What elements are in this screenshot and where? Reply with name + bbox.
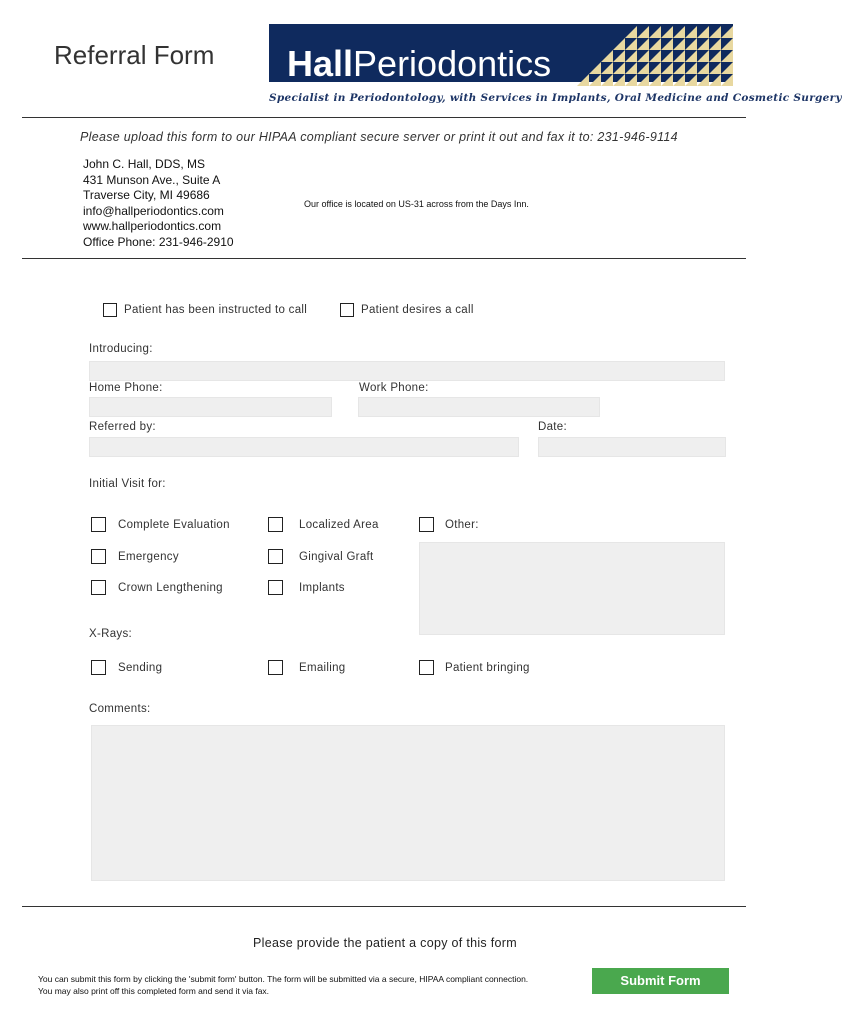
localized-area-checkbox[interactable] <box>268 517 283 532</box>
xray-emailing-label: Emailing <box>299 662 346 674</box>
referred-by-input[interactable] <box>89 437 519 457</box>
desires-call-label: Patient desires a call <box>361 304 474 316</box>
website: www.hallperiodontics.com <box>83 219 222 233</box>
implants-checkbox[interactable] <box>268 580 283 595</box>
divider <box>22 258 746 259</box>
instructed-to-call-label: Patient has been instructed to call <box>124 304 308 316</box>
work-phone-label: Work Phone: <box>359 382 429 394</box>
logo-bold-text: Hall <box>287 43 354 84</box>
home-phone-input[interactable] <box>89 397 332 417</box>
xrays-label: X-Rays: <box>89 628 132 640</box>
email-address: info@hallperiodontics.com <box>83 203 224 218</box>
doctor-name: John C. Hall, DDS, MS <box>83 157 206 171</box>
date-input[interactable] <box>538 437 726 457</box>
initial-visit-label: Initial Visit for: <box>89 478 166 490</box>
gingival-graft-label: Gingival Graft <box>299 551 374 563</box>
complete-evaluation-label: Complete Evaluation <box>118 519 230 531</box>
logo-light-text: Periodontics <box>353 43 552 84</box>
complete-evaluation-checkbox[interactable] <box>91 517 106 532</box>
submission-footnote: You can submit this form by clicking the 'submit form' button. The form will be submitted via a secure, HIPAA compliant connection. You may also print off this completed form and send it via fax. <box>38 974 529 996</box>
divider <box>22 117 746 118</box>
xray-emailing-checkbox[interactable] <box>268 660 283 675</box>
localized-area-label: Localized Area <box>299 519 379 531</box>
gingival-graft-checkbox[interactable] <box>268 549 283 564</box>
emergency-checkbox[interactable] <box>91 549 106 564</box>
copy-note: Please provide the patient a copy of this form <box>253 936 517 950</box>
logo <box>269 24 733 82</box>
referred-by-label: Referred by: <box>89 421 156 433</box>
page-title: Referral Form <box>54 40 215 70</box>
desires-call-checkbox[interactable] <box>340 303 354 317</box>
crown-lengthening-label: Crown Lengthening <box>118 582 223 594</box>
crown-lengthening-checkbox[interactable] <box>91 580 106 595</box>
street-address: 431 Munson Ave., Suite A <box>83 172 221 187</box>
other-label: Other: <box>445 519 479 531</box>
address-block <box>83 157 234 250</box>
xray-patient-bringing-label: Patient bringing <box>445 662 530 674</box>
date-label: Date: <box>538 421 567 433</box>
introducing-input[interactable] <box>89 361 725 381</box>
emergency-label: Emergency <box>118 551 179 563</box>
other-textarea[interactable] <box>419 542 725 635</box>
introducing-label: Introducing: <box>89 343 153 355</box>
logo-tagline: Specialist in Periodontology, with Services in Implants, Oral Medicine and Cosmetic Surgery <box>269 92 842 104</box>
divider <box>22 906 746 907</box>
implants-label: Implants <box>299 582 345 594</box>
xray-sending-checkbox[interactable] <box>91 660 106 675</box>
xray-patient-bringing-checkbox[interactable] <box>419 660 434 675</box>
home-phone-label: Home Phone: <box>89 382 163 394</box>
submit-form-button[interactable]: Submit Form <box>592 968 729 994</box>
city-address: Traverse City, MI 49686 <box>83 188 210 202</box>
office-location-note: Our office is located on US-31 across from the Days Inn. <box>304 199 529 209</box>
upload-notice: Please upload this form to our HIPAA compliant secure server or print it out and fax it to: 231-946-9114 <box>80 130 678 144</box>
instructed-to-call-checkbox[interactable] <box>103 303 117 317</box>
work-phone-input[interactable] <box>358 397 600 417</box>
comments-label: Comments: <box>89 703 151 715</box>
other-checkbox[interactable] <box>419 517 434 532</box>
comments-textarea[interactable] <box>91 725 725 881</box>
logo-text <box>287 43 552 84</box>
office-phone: Office Phone: 231-946-2910 <box>83 234 234 249</box>
xray-sending-label: Sending <box>118 662 163 674</box>
